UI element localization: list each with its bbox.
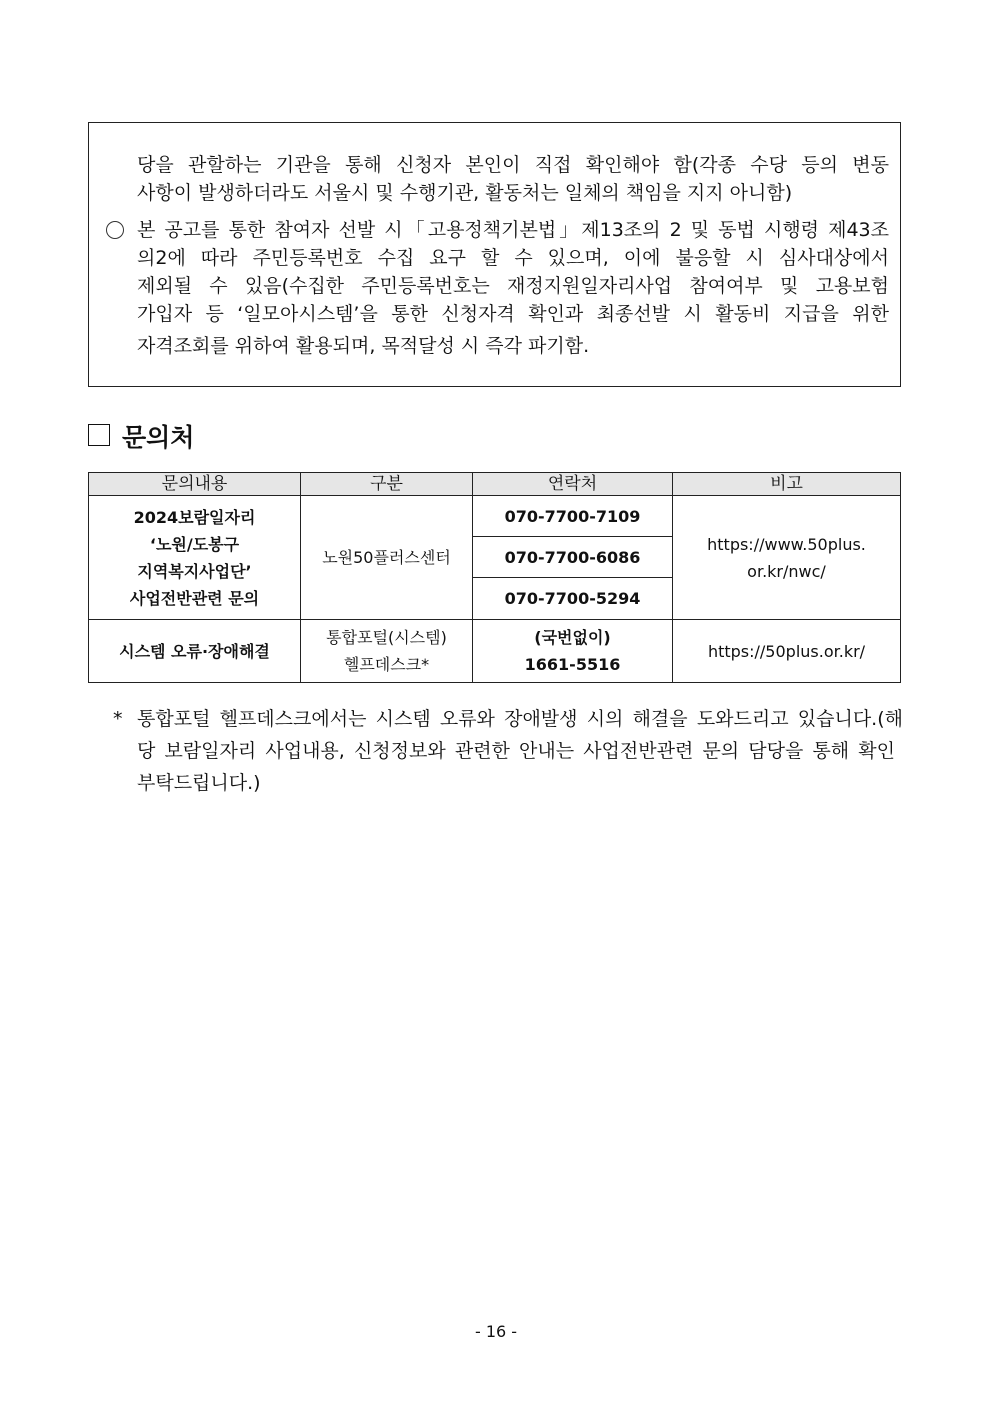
checkbox-square-icon xyxy=(88,424,110,446)
notice-line: 사항이 발생하더라도 서울시 및 수행기관, 활동처는 일체의 책임을 지지 아니함) xyxy=(137,182,793,204)
notice-line: 제외될 수 있음(수집한 주민등록번호는 재정지원일자리사업 참여여부 및 고용보험 xyxy=(137,275,889,297)
header-cell: 구분 xyxy=(301,473,473,496)
section-title: 문의처 xyxy=(122,423,195,452)
page-number: - 16 - xyxy=(474,1322,518,1341)
phone-cell: 070-7700-6086 xyxy=(473,537,673,578)
notice-line: 의2에 따라 주민등록번호 수집 요구 할 수 있으며, 이에 불응할 시 심사대상에서 xyxy=(137,247,889,269)
category-cell: 노원50플러스센터 xyxy=(301,496,473,620)
content-line: 2024보람일자리 xyxy=(133,507,256,527)
footnote-line: 부탁드립니다.) xyxy=(137,772,261,794)
category-cell xyxy=(301,620,473,683)
category-line: 헬프데스크* xyxy=(343,655,430,674)
footnote-line: 당 보람일자리 사업내용, 신청정보와 관련한 안내는 사업전반관련 문의 담당을 통해 확인 xyxy=(137,740,895,762)
note-cell[interactable]: https://50plus.or.kr/ xyxy=(673,620,901,683)
phone-cell xyxy=(473,620,673,683)
footnote-line: 통합포털 헬프데스크에서는 시스템 오류와 장애발생 시의 해결을 도와드리고 있습니다.(해 xyxy=(137,708,903,730)
phone-cell: 070-7700-7109 xyxy=(473,496,673,537)
contact-table xyxy=(88,472,901,683)
content-cell: 시스템 오류·장애해결 xyxy=(89,620,301,683)
circle-bullet-icon xyxy=(106,221,124,239)
note-cell xyxy=(673,496,901,620)
header-cell: 비고 xyxy=(673,473,901,496)
footnote-mark: * xyxy=(113,708,123,730)
phone-line: 1661-5516 xyxy=(524,655,621,674)
table-row xyxy=(89,496,901,537)
content-line: 사업전반관련 문의 xyxy=(129,588,260,608)
notice-line: 자격조회를 위하여 활용되며, 목적달성 시 즉각 파기함. xyxy=(137,335,590,357)
phone-cell: 070-7700-5294 xyxy=(473,578,673,620)
url-link[interactable]: https://www.50plus. xyxy=(707,534,866,554)
table-header-row xyxy=(89,473,901,496)
category-line: 통합포털(시스템) xyxy=(326,628,447,647)
phone-line: (국번없이) xyxy=(534,628,611,647)
header-cell: 연락처 xyxy=(473,473,673,496)
content-line: ‘노원/도봉구 xyxy=(149,534,240,554)
content-line: 지역복지사업단’ xyxy=(137,561,252,581)
notice-line: 본 공고를 통한 참여자 선발 시「고용정책기본법」제13조의 2 및 동법 시행령 제43조 xyxy=(137,219,889,241)
notice-line: 가입자 등 ‘일모아시스템’을 통한 신청자격 확인과 최종선발 시 활동비 지급을 위한 xyxy=(137,303,889,325)
url-link[interactable]: or.kr/nwc/ xyxy=(747,561,826,581)
table-row xyxy=(89,620,901,683)
header-cell: 문의내용 xyxy=(89,473,301,496)
notice-line: 당을 관할하는 기관을 통해 신청자 본인이 직접 확인해야 함(각종 수당 등의 변동 xyxy=(137,154,889,176)
content-cell xyxy=(89,496,301,620)
